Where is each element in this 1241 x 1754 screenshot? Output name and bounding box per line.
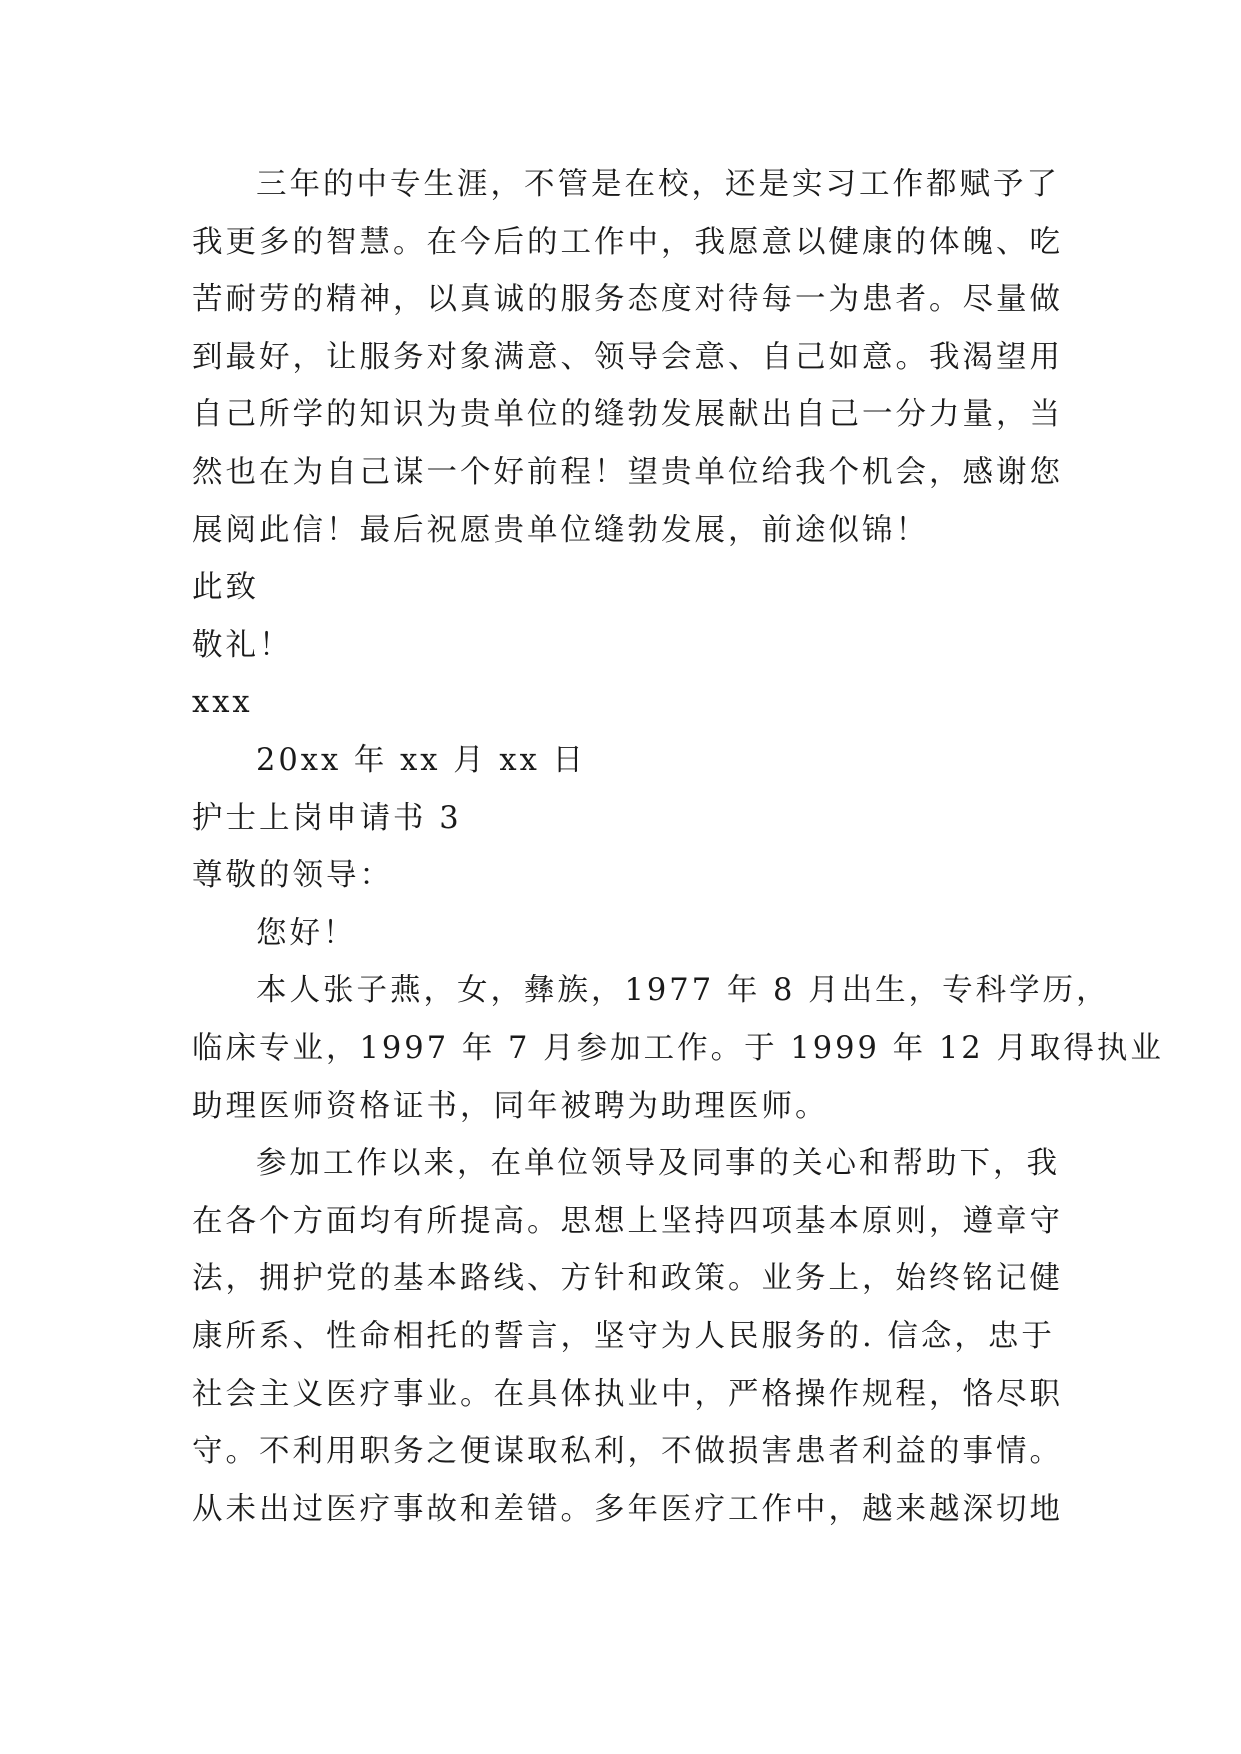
paragraph-line: 三年的中专生涯，不管是在校，还是实习工作都赋予了 [256, 167, 1060, 202]
paragraph-line: 展阅此信！最后祝愿贵单位缝勃发展，前途似锦！ [192, 513, 929, 548]
signature-date: 20xx 年 xx 月 xx 日 [256, 743, 586, 778]
paragraph-line: 自己所学的知识为贵单位的缝勃发展献出自己一分力量，当 [192, 397, 1063, 432]
paragraph-line: 守。不利用职务之便谋取私利，不做损害患者利益的事情。 [192, 1434, 1063, 1469]
closing-regards: 敬礼！ [192, 628, 293, 663]
paragraph-line: 我更多的智慧。在今后的工作中，我愿意以健康的体魄、吃 [192, 225, 1063, 260]
paragraph-line: 苦耐劳的精神，以真诚的服务态度对待每一为患者。尽量做 [192, 282, 1063, 317]
paragraph-line: 本人张子燕，女，彝族，1977 年 8 月出生，专科学历， [256, 973, 1110, 1008]
paragraph-line: 法，拥护党的基本路线、方针和政策。业务上，始终铭记健 [192, 1261, 1063, 1296]
paragraph-line: 社会主义医疗事业。在具体执业中，严格操作规程，恪尽职 [192, 1377, 1063, 1412]
greeting-line: 尊敬的领导： [192, 858, 393, 893]
signature-name: xxx [192, 685, 253, 720]
closing-salutation: 此致 [192, 570, 259, 605]
paragraph-line: 到最好，让服务对象满意、领导会意、自己如意。我渴望用 [192, 340, 1063, 375]
paragraph-line: 康所系、性命相托的誓言，坚守为人民服务的. 信念，忠于 [192, 1319, 1055, 1354]
paragraph-line: 助理医师资格证书，同年被聘为助理医师。 [192, 1089, 829, 1124]
paragraph-line: 临床专业，1997 年 7 月参加工作。于 1999 年 12 月取得执业 [192, 1031, 1164, 1066]
section-title: 护士上岗申请书 3 [192, 801, 462, 836]
paragraph-line: 参加工作以来，在单位领导及同事的关心和帮助下，我 [256, 1146, 1060, 1181]
paragraph-line: 在各个方面均有所提高。思想上坚持四项基本原则，遵章守 [192, 1204, 1063, 1239]
paragraph-line: 从未出过医疗事故和差错。多年医疗工作中，越来越深切地 [192, 1492, 1063, 1527]
greeting-line: 您好！ [256, 916, 357, 951]
paragraph-line: 然也在为自己谋一个好前程！望贵单位给我个机会，感谢您 [192, 455, 1063, 490]
